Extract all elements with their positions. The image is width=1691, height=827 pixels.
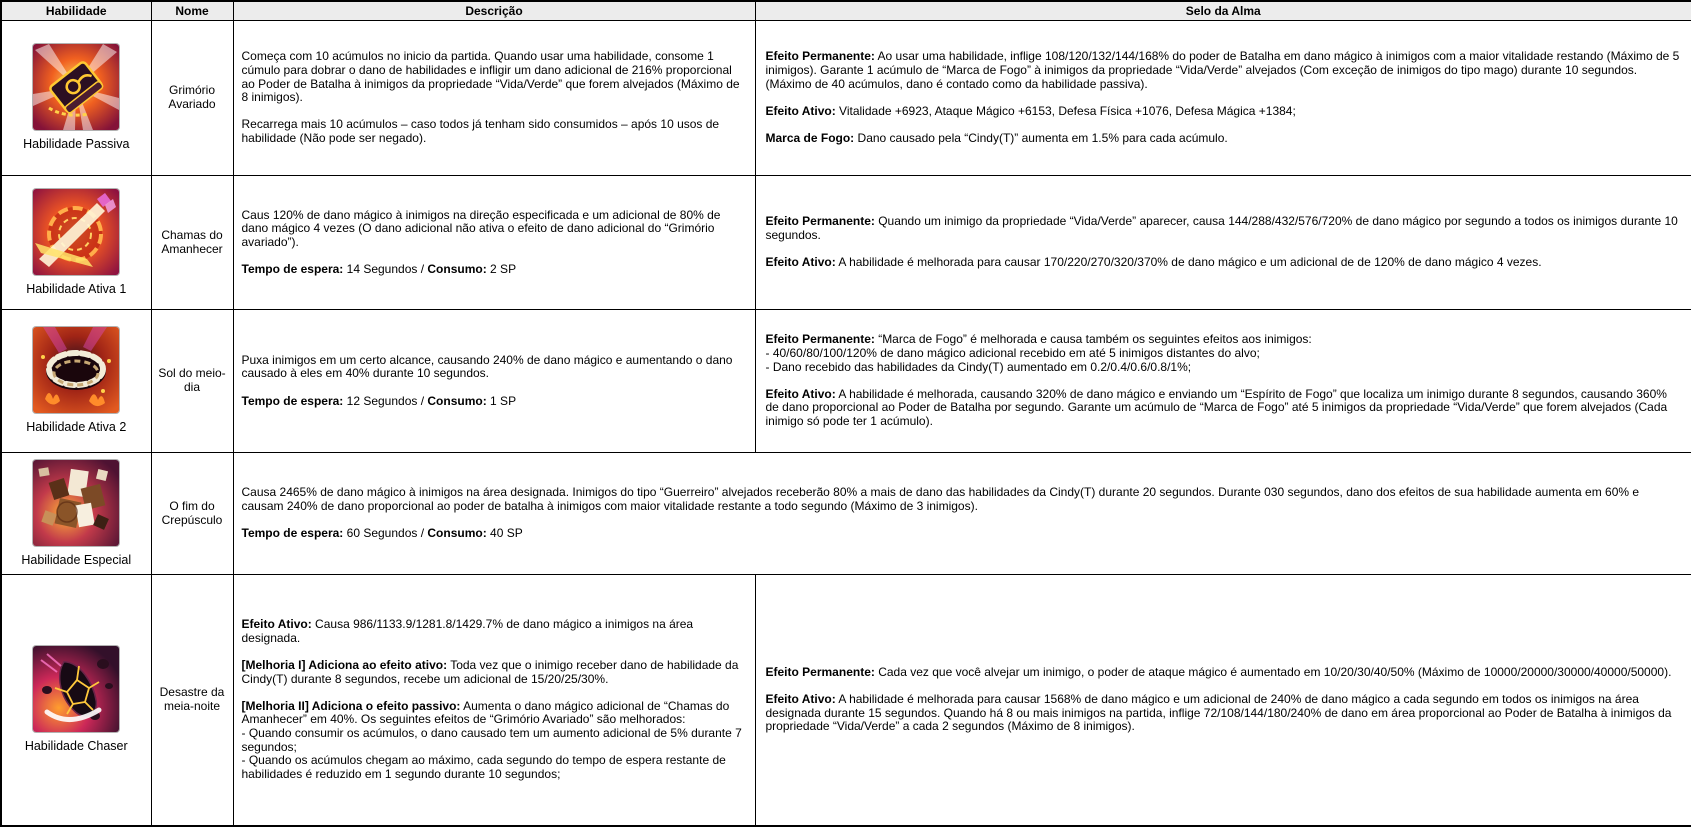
habilidade-cell — [1, 176, 151, 310]
o-fim-do-crepusculo-icon — [33, 460, 119, 546]
slot-label: Habilidade Especial — [21, 552, 132, 567]
slot-label: Habilidade Ativa 1 — [26, 281, 127, 296]
header-descricao: Descrição — [233, 1, 755, 21]
skill-name: Desastre da meia-noite — [151, 575, 233, 826]
skill-name: Grimório Avariado — [151, 21, 233, 176]
text-block: Efeito Permanente: Quando um inimigo da propriedade “Vida/Verde” aparecer, causa 144/288/432/576/720% de dano mágico por segundo a todos os inimigos durante 10 segundos. — [765, 214, 1678, 242]
text-block: Efeito Permanente: Ao usar uma habilidade, inflige 108/120/132/144/168% do poder de Batalha em dano mágico à inimigos com a maior vitalidade restando (Máximo de 5 inimigos). Garante 1 acúmulo de “Marca de Fogo” à inimigos da propriedade “Vida/Verde” alvejados (Com exceção de inimigos do tipo mago) durante 10 segundos. (Máximo de 40 acúmulos, dano é contado como da habilidade passiva). — [765, 49, 1680, 91]
text-block: Marca de Fogo: Dano causado pela “Cindy(T)” aumenta em 1.5% para cada acúmulo. — [765, 130, 1228, 145]
skill-name: O fim do Crepúsculo — [151, 453, 233, 575]
text-block: - Quando consumir os acúmulos, o dano causado tem um aumento adicional de 5% durante 7 segundos; — [241, 725, 742, 754]
text-block: [Melhoria II] Adiciona o efeito passivo: Aumenta o dano mágico adicional de “Chamas do Amanhecer” em 40%. Os seguintes efeitos de “Grimório Avariado” são melhorados: — [241, 698, 730, 727]
skill-row-3 — [1, 310, 1691, 453]
selo-da-alma-cell — [755, 310, 1691, 453]
header-row — [1, 1, 1691, 21]
habilidade-cell — [1, 21, 151, 176]
descricao-cell — [233, 21, 755, 176]
text-block: Caus 120% de dano mágico à inimigos na direção especificada e um adicional de 80% de dano mágico 4 vezes (O dano adicional não ativa o efeito de dano adicional do “Grimório avariado”). — [241, 207, 721, 249]
text-block: Tempo de espera: 60 Segundos / Consumo: 40 SP — [241, 526, 523, 541]
slot-label: Habilidade Chaser — [24, 738, 128, 753]
skill-row-1 — [1, 21, 1691, 176]
text-block: Efeito Permanente: Cada vez que você alvejar um inimigo, o poder de ataque mágico é aumentado em 10/20/30/40/50% (Máximo de 10000/20000/30000/40000/50000). — [765, 664, 1672, 679]
text-block: Efeito Ativo: A habilidade é melhorada para causar 1568% de dano mágico e um adicional de 240% de dano mágico a cada segundo em todos os inimigos na área designada durante 15 segundos. Quando há 8 ou mais inimigos na partida, inflige 72/108/144/180/240% de dano em área proporcional ao Poder de Batalha à inimigos da propriedade “Vida/Verde” a cada 2 segundos (Máximo de 8 inimigos). — [765, 691, 1672, 734]
text-block: - Quando os acúmulos chegam ao máximo, cada segundo do tempo de espera restante de habilidades é reduzido em 1 segundo durante 10 segundos; — [241, 753, 726, 781]
header-habilidade: Habilidade — [1, 1, 151, 21]
habilidade-cell — [1, 453, 151, 575]
desastre-da-meia-noite-icon — [33, 646, 119, 732]
descricao-cell — [233, 176, 755, 310]
header-nome: Nome — [151, 1, 233, 21]
skill-row-5 — [1, 575, 1691, 826]
selo-da-alma-cell — [755, 575, 1691, 826]
slot-label: Habilidade Ativa 2 — [26, 420, 127, 435]
text-block: Efeito Ativo: A habilidade é melhorada para causar 170/220/270/320/370% de dano mágico e um adicional de de 120% de dano mágico 4 vezes. — [765, 255, 1542, 270]
skill-name: Chamas do Amanhecer — [151, 176, 233, 310]
skill-name: Sol do meio-dia — [151, 310, 233, 453]
selo-da-alma-cell — [755, 176, 1691, 310]
text-block: [Melhoria I] Adiciona ao efeito ativo: Toda vez que o inimigo receber dano de habilidade da Cindy(T) durante 8 segundos, recebe um adicional de 15/20/25/30%. — [241, 657, 739, 686]
header-selo-da-alma: Selo da Alma — [755, 1, 1691, 21]
text-block: Tempo de espera: 12 Segundos / Consumo: 1 SP — [241, 393, 517, 408]
text-block: Começa com 10 acúmulos no inicio da partida. Quando usar uma habilidade, consome 1 cúmulo para dobrar o dano de habilidades e infligir um dano adicional de 216% proporcional ao Poder de Batalha à inimigos da propriedade “Vida/Verde” que forem alvejados (Máximo de 8 inimigos). — [241, 49, 740, 105]
text-block: Tempo de espera: 14 Segundos / Consumo: 2 SP — [241, 261, 517, 276]
table-header — [1, 1, 1691, 21]
text-block: Efeito Ativo: Vitalidade +6923, Ataque Mágico +6153, Defesa Física +1076, Defesa Mágica +1384; — [765, 103, 1296, 118]
text-block: Efeito Ativo: Causa 986/1133.9/1281.8/1429.7% de dano mágico a inimigos na área designada. — [241, 617, 694, 645]
text-block: Causa 2465% de dano mágico à inimigos na área designada. Inimigos do tipo “Guerreiro” alvejados receberão 80% a mais de dano das habilidades da Cindy(T) durante 20 segundos. Durante 030 segundos, dano dos efeitos de sua habilidade aumenta em 60% e causam 240% de dano proporcional ao poder de batalha à inimigos com maior vitalidade restante a todo segundo (Máximo de 3 inimigos). — [241, 485, 1640, 513]
text-block: - Dano recebido das habilidades da Cindy(T) aumentado em 0.2/0.4/0.6/0.8/1%; — [765, 359, 1192, 374]
habilidade-cell — [1, 575, 151, 826]
chamas-do-amanhecer-icon — [33, 189, 119, 275]
text-block: Efeito Ativo: A habilidade é melhorada, causando 320% de dano mágico e enviando um “Espírito de Fogo” que localiza um inimigo durante 8 segundos, causando 360% de dano proporcional ao Poder de Batalha por segundo. Garante um acúmulo de “Marca de Fogo” até 5 inimigos da propriedade “Vida/Verde” que forem alvejados (Cada inimigo só pode ter 1 acúmulo). — [765, 386, 1668, 428]
slot-label: Habilidade Passiva — [23, 137, 130, 152]
text-block: - 40/60/80/100/120% de dano mágico adicional recebido em até 5 inimigos distantes do alvo; — [765, 346, 1260, 361]
sol-do-meio-dia-icon — [33, 327, 119, 413]
descricao-cell — [233, 453, 1691, 575]
text-block: Recarrega mais 10 acúmulos – caso todos já tenham sido consumidos – após 10 usos de habilidade (Não pode ser negado). — [241, 117, 720, 145]
skill-table-body — [1, 21, 1691, 826]
habilidade-cell — [1, 310, 151, 453]
skill-row-4 — [1, 453, 1691, 575]
descricao-cell — [233, 310, 755, 453]
skill-row-2 — [1, 176, 1691, 310]
selo-da-alma-cell — [755, 21, 1691, 176]
grimorio-avariado-icon — [33, 44, 119, 130]
descricao-cell — [233, 575, 755, 826]
text-block: Puxa inimigos em um certo alcance, causando 240% de dano mágico e aumentando o dano causado à eles em 40% durante 10 segundos. — [241, 352, 733, 381]
text-block: Efeito Permanente: “Marca de Fogo” é melhorada e causa também os seguintes efeitos aos inimigos: — [765, 332, 1312, 347]
